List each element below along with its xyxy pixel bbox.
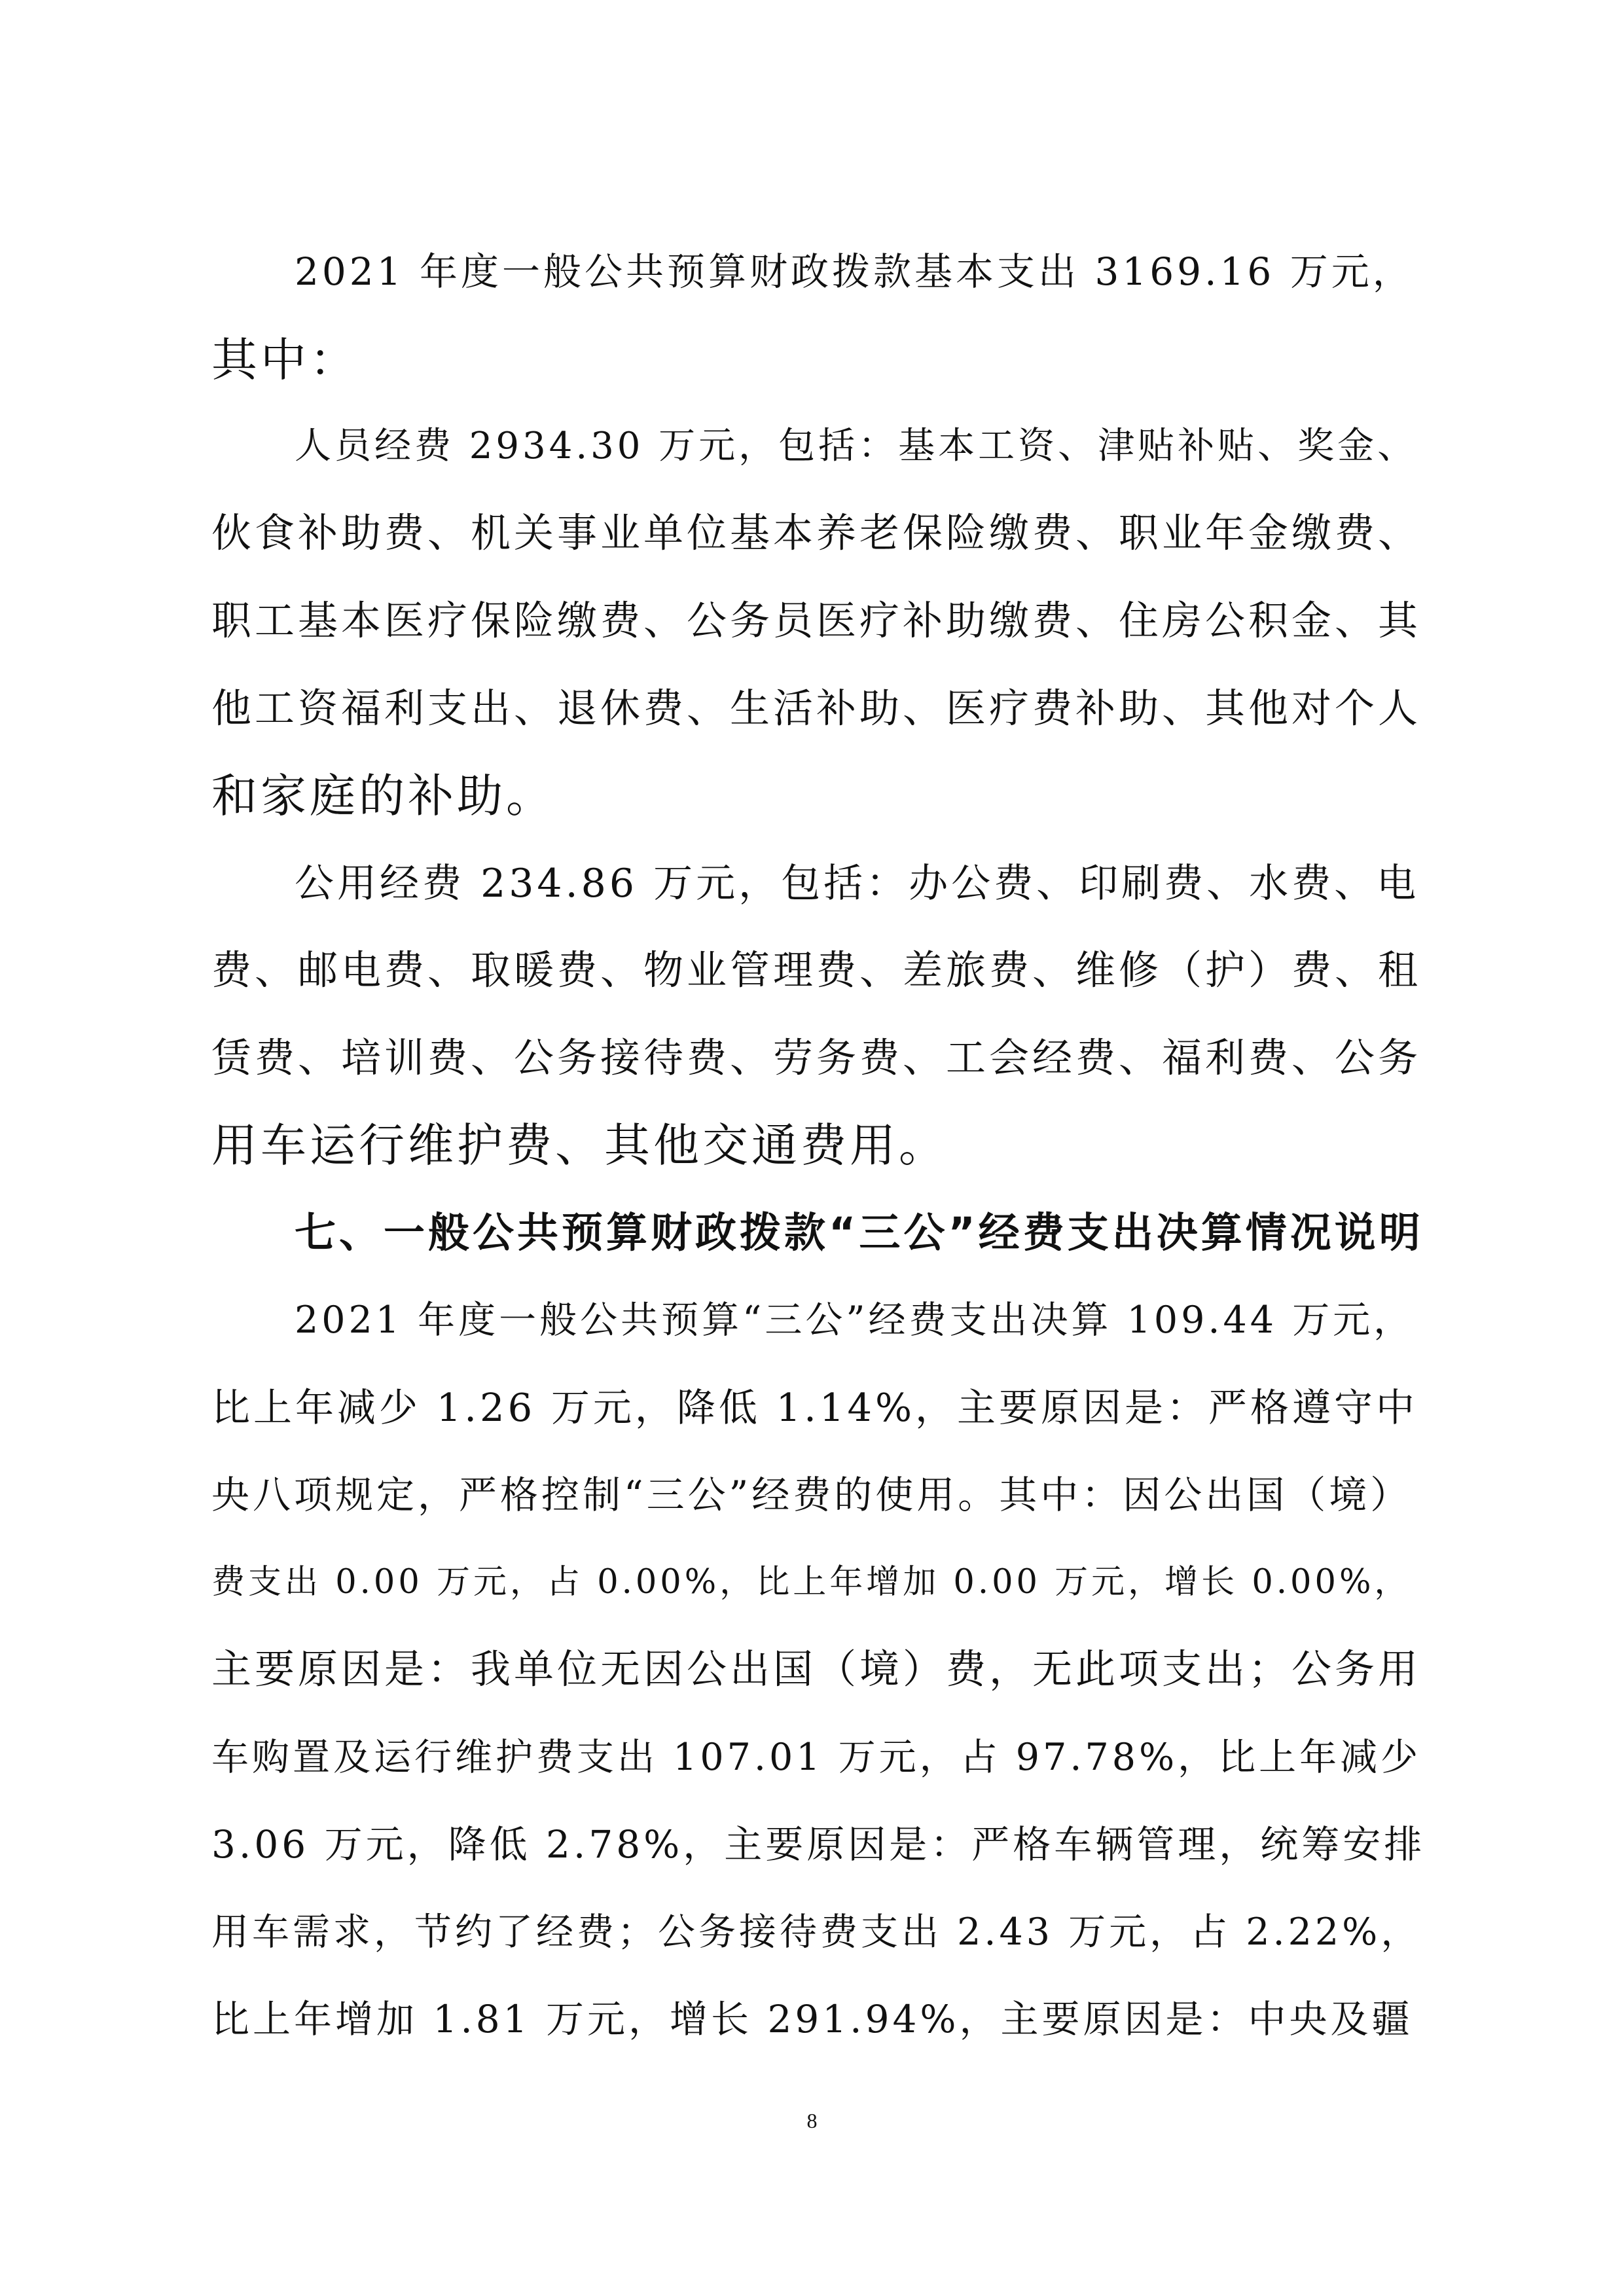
line-text: 职工基本医疗保险缴费、公务员医疗补助缴费、住房公积金、其 — [211, 598, 1422, 644]
text-line — [0, 1106, 1624, 1185]
text-line — [0, 407, 1624, 486]
text-line — [0, 1456, 1624, 1534]
line-text: 3.06 万元，降低 2.78%，主要原因是：严格车辆管理，统筹安排 — [211, 1822, 1426, 1867]
line-text: 用车需求，节约了经费；公务接待费支出 2.43 万元，占 2.22%， — [211, 1910, 1422, 1954]
line-text: 车购置及运行维护费支出 107.01 万元，占 97.78%，比上年减少 — [211, 1736, 1422, 1779]
text-line — [0, 1543, 1624, 1622]
text-line — [0, 1369, 1624, 1447]
line-text: 他工资福利支出、退休费、生活补助、医疗费补助、其他对个人 — [211, 685, 1422, 732]
text-line — [0, 757, 1624, 835]
text-line — [0, 582, 1624, 660]
line-text: 主要原因是：我单位无因公出国（境）费，无此项支出；公务用 — [211, 1646, 1422, 1693]
text-line — [0, 844, 1624, 923]
section-heading — [0, 1194, 1624, 1272]
line-text: 比上年减少 1.26 万元，降低 1.14%，主要原因是：严格遵守中 — [211, 1385, 1418, 1430]
line-text: 用车运行维护费、其他交通费用。 — [211, 1119, 948, 1172]
section-heading-text: 七、一般公共预算财政拨款“三公”经费支出决算情况说明 — [295, 1209, 1424, 1257]
text-line — [0, 1718, 1624, 1797]
text-line — [0, 670, 1624, 748]
line-text: 2021 年度一般公共预算“三公”经费支出决算 109.44 万元， — [295, 1299, 1415, 1342]
line-text: 比上年增加 1.81 万元，增长 291.94%，主要原因是：中央及疆 — [211, 1997, 1413, 2041]
line-text: 费、邮电费、取暖费、物业管理费、差旅费、维修（护）费、租 — [211, 947, 1422, 994]
text-line — [0, 931, 1624, 1010]
text-line — [0, 1281, 1624, 1359]
line-text: 央八项规定，严格控制“三公”经费的使用。其中：因公出国（境） — [211, 1473, 1412, 1517]
text-line — [0, 494, 1624, 573]
text-line — [0, 232, 1624, 311]
line-text: 和家庭的补助。 — [211, 769, 555, 823]
page-number: 8 — [806, 2109, 818, 2132]
text-line — [0, 1630, 1624, 1709]
line-text: 2021 年度一般公共预算财政拨款基本支出 3169.16 万元， — [295, 249, 1414, 294]
text-line — [0, 321, 1624, 399]
line-text: 人员经费 2934.30 万元，包括：基本工资、津贴补贴、奖金、 — [295, 425, 1418, 467]
line-text: 伙食补助费、机关事业单位基本养老保险缴费、职业年金缴费、 — [211, 510, 1422, 556]
line-text: 公用经费 234.86 万元，包括：办公费、印刷费、水费、电 — [295, 861, 1420, 906]
line-text: 费支出 0.00 万元，占 0.00%，比上年增加 0.00 万元，增长 0.00%， — [211, 1563, 1411, 1602]
text-line — [0, 1980, 1624, 2058]
line-text: 其中： — [211, 333, 359, 387]
text-line — [0, 1019, 1624, 1098]
text-line — [0, 1893, 1624, 1971]
text-line — [0, 1805, 1624, 1884]
line-text: 赁费、培训费、公务接待费、劳务费、工会经费、福利费、公务 — [211, 1035, 1422, 1081]
